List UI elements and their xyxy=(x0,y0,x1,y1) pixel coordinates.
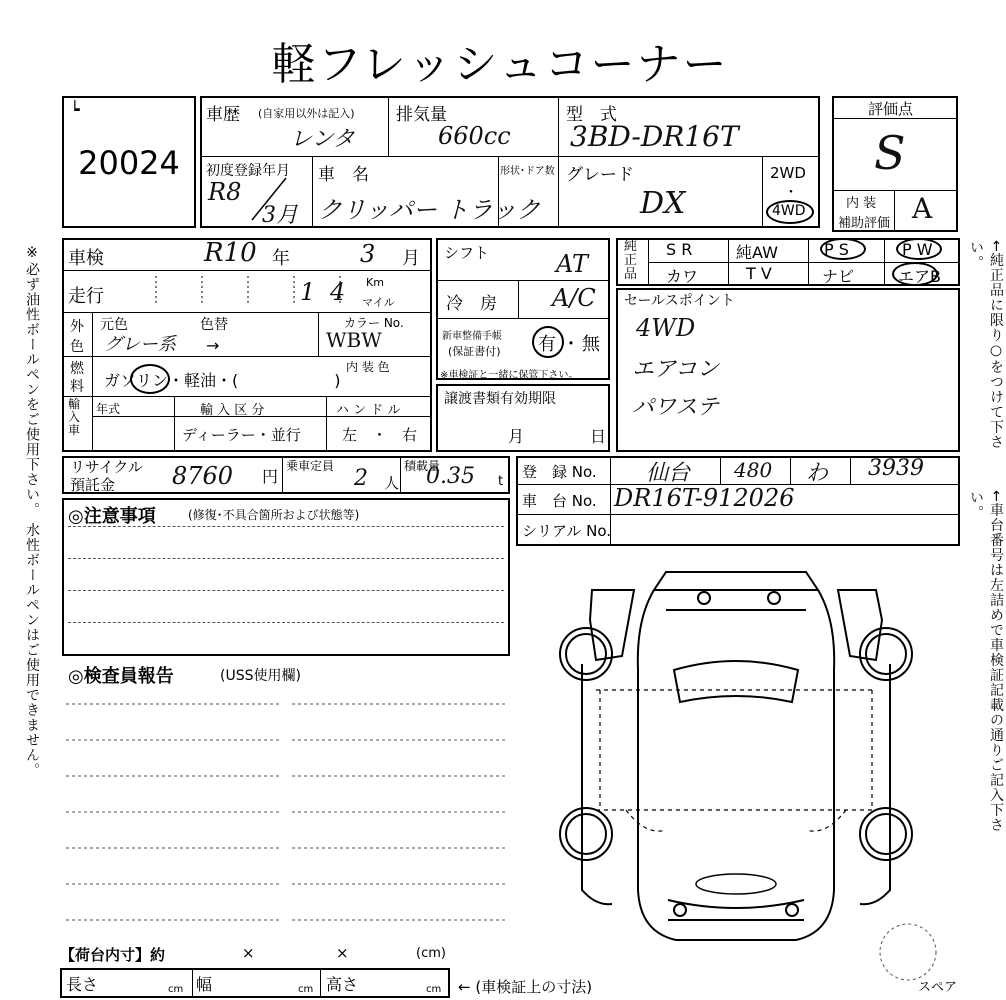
chassis-label: 車 台 No. xyxy=(522,492,597,510)
dims-width-label: 幅 xyxy=(196,975,213,994)
displacement-label: 排気量 xyxy=(396,105,447,125)
mileage-digit-boxes xyxy=(150,274,358,308)
dims-grid xyxy=(60,968,450,998)
registration-number: 3939 xyxy=(868,456,924,481)
sales-point-2: エアコン xyxy=(632,357,719,382)
history-label: 車歴 xyxy=(206,105,240,125)
drive-2wd: 2WD xyxy=(770,164,806,182)
dims-height-unit: cm xyxy=(426,984,442,995)
inspector-sub: (USS使用欄) xyxy=(220,668,301,684)
ext-arrow: → xyxy=(206,336,220,355)
score-value: S xyxy=(874,126,906,180)
equip-airbag: エアB xyxy=(898,267,941,286)
registration-class: 480 xyxy=(734,458,773,482)
registration-label: 登 録 No. xyxy=(522,463,597,481)
dims-length-unit: cm xyxy=(168,984,184,995)
capacity-unit: 人 xyxy=(384,474,400,492)
interior-color-label: 内 装 色 xyxy=(346,360,390,374)
first-reg-era: R8 xyxy=(208,178,242,206)
dims-height-label: 高さ xyxy=(326,975,359,994)
recycle-label-2: 預託金 xyxy=(70,476,116,494)
car-diagram xyxy=(556,560,916,950)
equip-airbag-circle xyxy=(892,262,938,286)
import-class-value: ディーラー・並行 xyxy=(182,426,301,444)
side-note-right-bottom: ←車台番号は左詰めで車検証記載の通りご記入下さい。 xyxy=(968,490,1004,833)
ext-code-value: WBW xyxy=(326,328,382,352)
serial-label: シリアル No. xyxy=(522,522,612,540)
ac-value: A/C xyxy=(552,284,596,312)
inspection-month-value: 3 xyxy=(360,240,376,268)
interior-value: A xyxy=(912,192,933,225)
fuel-label-1: 燃 xyxy=(70,361,84,377)
load-unit: t xyxy=(498,474,504,489)
equip-navi: ナビ xyxy=(822,267,855,286)
interior-label-2: 補助評価 xyxy=(838,216,891,231)
equip-aw: 純AW xyxy=(736,243,778,262)
recycle-label-1: リサイクル xyxy=(70,458,143,476)
capacity-value: 2 xyxy=(354,466,368,491)
ext-color-label-2: 色 xyxy=(70,339,84,355)
ext-repaint-label: 色替 xyxy=(200,317,228,333)
import-label: 輸 入 車 xyxy=(68,397,81,437)
cargo-label: 【荷台内寸】約 xyxy=(60,946,166,964)
shape-label: 形状･ドア数 xyxy=(500,166,555,177)
manual-no: 無 xyxy=(582,334,600,355)
import-year-label: 年式 xyxy=(96,402,121,416)
capacity-label: 乗車定員 xyxy=(286,459,335,473)
inspection-label: 車検 xyxy=(68,248,104,269)
transfer-label: 譲渡書類有効期限 xyxy=(444,391,556,407)
equipment-label: 純 正 品 xyxy=(624,239,638,282)
cargo-unit: (cm) xyxy=(416,946,446,961)
equip-pw: P W xyxy=(902,240,933,259)
cargo-x1: × xyxy=(242,944,255,962)
import-handle-value: 左 ・ 右 xyxy=(342,426,418,444)
mileage-label: 走行 xyxy=(68,286,104,307)
equip-tv: T V xyxy=(746,264,772,283)
ext-code-label: カラー No. xyxy=(344,316,404,330)
inspection-year-unit: 年 xyxy=(272,248,290,269)
sales-point-1: 4WD xyxy=(636,314,696,342)
drive-4wd: 4WD xyxy=(772,203,806,219)
inspector-lines xyxy=(62,686,512,938)
lot-corner-mark: ┕ xyxy=(70,100,80,119)
inspection-year-value: R10 xyxy=(204,238,257,268)
equip-leather: カワ xyxy=(666,267,699,286)
grade-value: DX xyxy=(640,186,686,221)
side-note-right-top: ←純正品に限り○をつけて下さい。 xyxy=(968,240,1004,450)
manual-label-1: 新車整備手帳 xyxy=(442,331,502,342)
ext-orig-value: グレー系 xyxy=(104,334,176,355)
ext-color-label-1: 外 xyxy=(70,319,84,335)
dims-length-label: 長さ xyxy=(66,975,99,994)
first-reg-label: 初度登録年月 xyxy=(206,163,290,179)
inspection-month-unit: 月 xyxy=(402,248,420,269)
model-type-value: 3BD-DR16T xyxy=(570,120,739,153)
mileage-unit-km: Km xyxy=(366,276,384,289)
score-label: 評価点 xyxy=(868,100,914,118)
sales-point-3: パワステ xyxy=(632,395,719,420)
drive-dot: ・ xyxy=(784,185,798,201)
mileage-unit-mile: マイル xyxy=(362,296,395,309)
import-class-label: 輸 入 区 分 xyxy=(200,403,265,418)
sales-points-label: セールスポイント xyxy=(624,293,735,309)
dims-note: ← (車検証上の寸法) xyxy=(458,978,593,996)
notes-sub: (修復･不具合箇所および状態等) xyxy=(188,508,360,522)
recycle-value: 8760 xyxy=(172,462,234,490)
ext-orig-label: 元色 xyxy=(100,317,128,333)
notes-title: ◎注意事項 xyxy=(68,506,156,527)
mileage-digit-1: 1 xyxy=(300,278,316,306)
spare-tire xyxy=(876,920,940,984)
interior-label-1: 内 装 xyxy=(846,196,877,211)
model-type-label: 型 式 xyxy=(566,105,617,125)
equip-sr: S R xyxy=(666,240,693,259)
load-value: 0.35 xyxy=(426,464,475,489)
spare-label: スペア xyxy=(918,980,958,995)
manual-note: ※車検証と一緒に保管下さい。 xyxy=(440,370,579,381)
import-handle-label: ハ ン ド ル xyxy=(336,403,401,418)
history-value: レンタ xyxy=(290,127,355,152)
registration-kana: わ xyxy=(806,461,829,486)
first-reg-month: 3月 xyxy=(262,203,298,228)
manual-yes: 有 xyxy=(538,334,556,355)
ac-label: 冷 房 xyxy=(446,294,497,314)
side-note-left: ※必ず油性ボールペンをご使用下さい。 水性ボールペンはご使用できません。 xyxy=(24,245,40,778)
displacement-value: 660cc xyxy=(438,122,511,150)
transfer-day: 日 xyxy=(590,427,607,446)
shift-value: AT xyxy=(556,250,589,278)
equip-ps: P S xyxy=(824,240,849,259)
page-title: 軽フレッシュコーナー xyxy=(271,39,729,90)
car-name-value: クリッパー トラック xyxy=(318,196,541,224)
equip-ps-circle xyxy=(820,238,866,260)
dims-width-unit: cm xyxy=(298,984,314,995)
recycle-unit: 円 xyxy=(262,467,279,486)
fuel-options: ガソリン・軽油・( ) xyxy=(104,371,341,390)
lot-box xyxy=(62,96,196,228)
grade-label: グレード xyxy=(566,165,634,185)
equip-pw-circle xyxy=(896,238,942,260)
manual-label-2: (保証書付) xyxy=(448,345,501,358)
history-sub: (自家用以外は記入) xyxy=(258,107,355,120)
fuel-label-2: 料 xyxy=(70,379,84,395)
manual-dot: ・ xyxy=(562,334,580,355)
lot-number: 20024 xyxy=(78,144,180,182)
registration-place: 仙台 xyxy=(646,461,691,486)
load-label: 積載量 xyxy=(404,459,441,473)
car-name-label: 車 名 xyxy=(318,165,369,185)
mileage-digit-2: 4 xyxy=(330,278,346,306)
transfer-month: 月 xyxy=(508,427,525,446)
chassis-value: DR16T-912026 xyxy=(614,484,795,512)
inspector-title: ◎検査員報告 xyxy=(68,666,174,687)
shift-label: シフト xyxy=(444,244,490,262)
cargo-x2: × xyxy=(336,944,349,962)
